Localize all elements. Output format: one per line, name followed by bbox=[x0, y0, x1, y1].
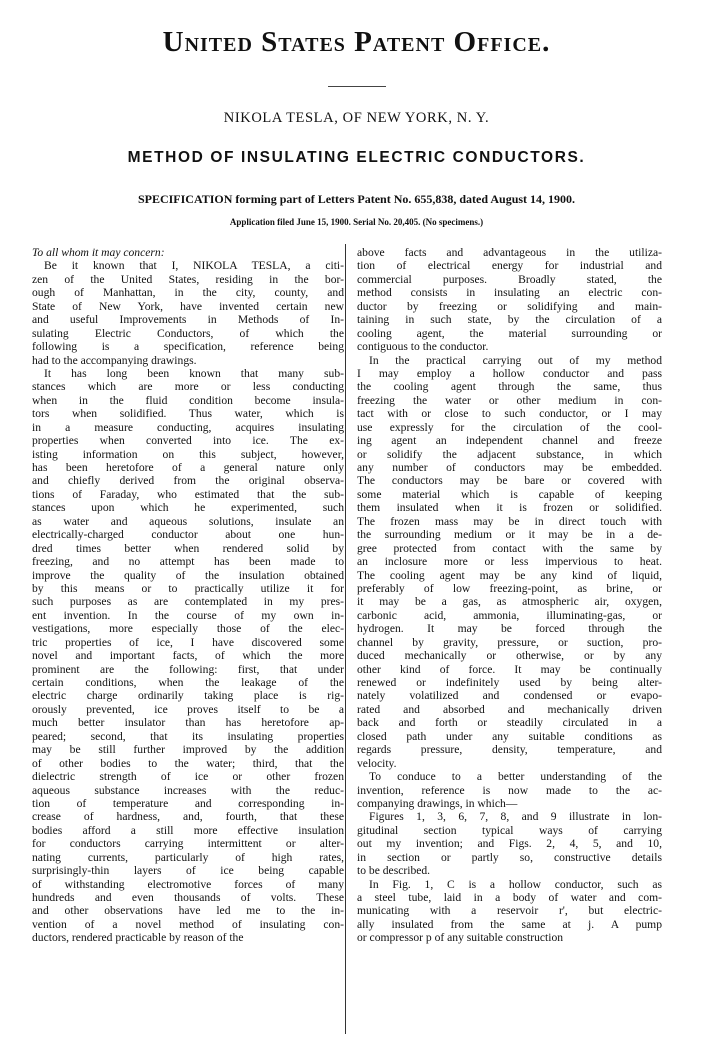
text-line: rated and absorbed and mechanically driven bbox=[357, 702, 662, 716]
text-line: ductor by freezing or solidifying and main- bbox=[357, 299, 662, 313]
text-line: ent invention. In the course of my own in- bbox=[32, 608, 344, 622]
text-line: orously prevented, ice proves itself to be a bbox=[32, 702, 344, 716]
text-line: certain conditions, when the leakage of the bbox=[32, 676, 344, 689]
text-line: of other bodies to the water; third, that the bbox=[32, 756, 344, 770]
specification-details: forming part of Letters Patent No. 655,838, dated August 14, 1900. bbox=[235, 192, 576, 206]
text-line: commercial purposes. Broadly stated, the bbox=[357, 272, 662, 286]
text-line: dielectric strength of ice or other frozen bbox=[32, 770, 344, 784]
specification-label: SPECIFICATION bbox=[137, 192, 233, 206]
text-line: a steel tube, laid in a body of water and com- bbox=[357, 891, 662, 904]
text-line: vestigations, more especially those of the elec- bbox=[32, 622, 344, 636]
text-line: them insulated when it is frozen or solidified. bbox=[357, 501, 662, 515]
text-line: vention of a novel method of insulating con- bbox=[32, 917, 344, 931]
text-line: taining in such state, by the circulation of a bbox=[357, 313, 662, 327]
text-line: bodies afford a still more effective insulation bbox=[32, 823, 344, 837]
inventor-line: NIKOLA TESLA, OF NEW YORK, N. Y. bbox=[223, 110, 490, 126]
text-line: has been heretofore of a general nature only bbox=[32, 461, 344, 474]
text-line: cooling agent, the material surrounding or bbox=[357, 326, 662, 340]
text-line: zen of the United States, residing in the bor- bbox=[32, 272, 344, 286]
text-line: stances upon which he experimented, such bbox=[32, 501, 344, 515]
text-line: hundreds and even thousands of volts. These bbox=[32, 891, 344, 904]
text-line: the surrounding medium or it may be in a de- bbox=[357, 528, 662, 542]
text-line: prominent are the following: first, that under bbox=[32, 662, 344, 676]
text-line: surprisingly-thin layers of ice being capable bbox=[32, 864, 344, 878]
salutation: To all whom it may concern: bbox=[32, 246, 165, 259]
text-line: method consists in insulating an electric con- bbox=[357, 286, 662, 300]
text-line: preferably of low freezing-point, as brine, or bbox=[357, 581, 662, 595]
text-line: duced mechanically or otherwise, or by any bbox=[357, 649, 662, 663]
text-line: I may employ a hollow conductor and pass bbox=[357, 366, 662, 380]
text-line: for conductors carrying intermittent or alter- bbox=[32, 837, 344, 851]
text-line: and useful Improvements in Methods of In- bbox=[32, 313, 344, 327]
text-line: ductors, rendered practicable by reason of the bbox=[32, 931, 244, 945]
text-line: channel by gravity, pressure, or suction, pro- bbox=[357, 635, 662, 649]
text-line: gree protected from contact with the same by bbox=[357, 541, 662, 555]
text-line: nately volatilized and condensed or evapo- bbox=[357, 689, 662, 703]
text-line: tric properties of ice, I have discovered some bbox=[32, 635, 344, 649]
text-line: It has long been known that many sub- bbox=[44, 366, 344, 380]
text-line: other kind of force. It may be continually bbox=[357, 662, 662, 676]
text-line: electric charge ordinarily taking place is rig- bbox=[32, 689, 344, 703]
text-line: contiguous to the conductor. bbox=[357, 340, 489, 354]
text-line: To conduce to a better understanding of the bbox=[369, 770, 662, 784]
text-line: following is a specification, reference being bbox=[32, 340, 344, 354]
text-line: closed path under any suitable conditions as bbox=[357, 729, 662, 743]
text-line: when in the fluid condition become insula- bbox=[32, 393, 344, 407]
text-line: to be described. bbox=[357, 864, 431, 878]
text-line: isting information on this subject, however, bbox=[32, 447, 344, 461]
specification-line bbox=[0, 192, 713, 207]
text-line: and chiefly derived from the original observa- bbox=[32, 474, 344, 488]
text-line: or compressor p of any suitable construction bbox=[357, 931, 564, 945]
text-line: freezing the water or other medium in con- bbox=[357, 393, 662, 407]
text-line: may be still further improved by the addition bbox=[32, 743, 344, 757]
text-line: by this means or to practically utilize it for bbox=[32, 581, 344, 595]
text-line: peared; second, that its insulating properties bbox=[32, 729, 344, 743]
column-divider bbox=[345, 244, 346, 1034]
text-line: municating with a reservoir r', but electric- bbox=[357, 904, 662, 918]
text-line: such purposes as are contemplated in my pres- bbox=[32, 595, 344, 609]
text-line: State of New York, have invented certain new bbox=[32, 299, 344, 313]
text-line: stances which are more or less conducting bbox=[32, 380, 344, 394]
text-line: ing agent an independent channel and freeze bbox=[357, 434, 662, 448]
text-line: or solidify the adjacent substance, in which bbox=[357, 447, 662, 461]
text-line: aqueous substance increases with the reduc- bbox=[32, 783, 344, 797]
text-line: in section or partly so, constructive details bbox=[357, 850, 662, 864]
text-line: properties when converted into ice. The ex- bbox=[32, 434, 344, 448]
text-line: carbonic acid, ammonia, illuminating-gas, or bbox=[357, 608, 662, 622]
text-line: freezing, and no attempt has been made to bbox=[32, 555, 344, 569]
text-line: velocity. bbox=[357, 756, 397, 770]
text-line: out my invention; and Figs. 2, 4, 5, and 10, bbox=[357, 837, 662, 851]
text-line: tions of Faraday, who estimated that the sub- bbox=[32, 487, 344, 501]
invention-title: METHOD OF INSULATING ELECTRIC CONDUCTORS. bbox=[127, 149, 586, 166]
text-line: in a measure conducting, acquires insulating bbox=[32, 420, 344, 434]
patent-office-heading: United States Patent Office. bbox=[162, 26, 551, 58]
text-line: In Fig. 1, C is a hollow conductor, such as bbox=[369, 877, 662, 891]
text-line: regards pressure, density, temperature, and bbox=[357, 743, 662, 757]
text-line: use expressly for the circulation of the cool- bbox=[357, 420, 662, 434]
text-line: dred times better when rendered solid by bbox=[32, 541, 344, 555]
text-line: tors when solidified. Thus water, which is bbox=[32, 407, 344, 421]
text-line: improve the quality of the insulation obtained bbox=[32, 568, 344, 582]
text-line: novel and important facts, of which the more bbox=[32, 649, 344, 663]
text-line: of withstanding electromotive forces of many bbox=[32, 877, 344, 891]
text-line: nating currents, particularly of high rates, bbox=[32, 850, 344, 864]
left-text-column bbox=[32, 246, 344, 945]
text-line: an inclosure more or less impervious to heat. bbox=[357, 555, 662, 569]
text-line: tion of electrical energy for industrial and bbox=[357, 259, 662, 273]
text-line: and other observations have led me to the in- bbox=[32, 904, 344, 918]
text-line: companying drawings, in which— bbox=[357, 796, 518, 810]
right-text-column bbox=[357, 246, 662, 945]
text-line: electrically-charged conductor about one hun- bbox=[32, 528, 344, 542]
text-line: as water and aqueous solutions, insulate an bbox=[32, 514, 344, 528]
text-line: back and forth or steadily circulated in a bbox=[357, 716, 662, 730]
application-line: Application filed June 15, 1900. Serial No. 20,405. (No specimens.) bbox=[229, 217, 484, 227]
text-line: it may be a gas, as atmospheric air, oxygen, bbox=[357, 595, 662, 609]
text-line: The cooling agent may be any kind of liquid, bbox=[357, 568, 662, 582]
text-line: Be it known that I, NIKOLA TESLA, a citi- bbox=[44, 259, 344, 273]
text-line: above facts and advantageous in the utiliza- bbox=[357, 246, 662, 259]
text-line: any number of conductors may be embedded. bbox=[357, 461, 662, 474]
text-line: crease of hardness, and, fourth, that these bbox=[32, 810, 344, 824]
text-line: gitudinal section typical ways of carrying bbox=[357, 823, 662, 837]
text-line: ally insulated from the same at j. A pump bbox=[357, 917, 662, 931]
text-line: had to the accompanying drawings. bbox=[32, 353, 197, 367]
text-line: much better insulator than has heretofore ap- bbox=[32, 716, 344, 730]
text-line: invention, reference is now made to the ac- bbox=[357, 783, 662, 797]
text-line: renewed or indefinitely used by being alter- bbox=[357, 676, 662, 689]
text-line: The frozen mass may be in direct touch with bbox=[357, 514, 662, 528]
text-line: tact with or close to such conductor, or I may bbox=[357, 407, 662, 421]
text-line: Figures 1, 3, 6, 7, 8, and 9 illustrate in lon- bbox=[369, 810, 662, 824]
text-line: the cooling agent through the same, thus bbox=[357, 380, 662, 394]
header-divider bbox=[328, 86, 386, 87]
text-line: In the practical carrying out of my method bbox=[369, 353, 662, 367]
text-line: sulating Electric Conductors, of which the bbox=[32, 326, 344, 340]
text-line: hydrogen. It may be forced through the bbox=[357, 622, 662, 636]
text-line: ough of Manhattan, in the city, county, and bbox=[32, 286, 344, 300]
text-line: tion of temperature and corresponding in- bbox=[32, 796, 344, 810]
text-line: The conductors may be bare or covered with bbox=[357, 474, 662, 488]
text-line: some material which is capable of keeping bbox=[357, 487, 662, 501]
